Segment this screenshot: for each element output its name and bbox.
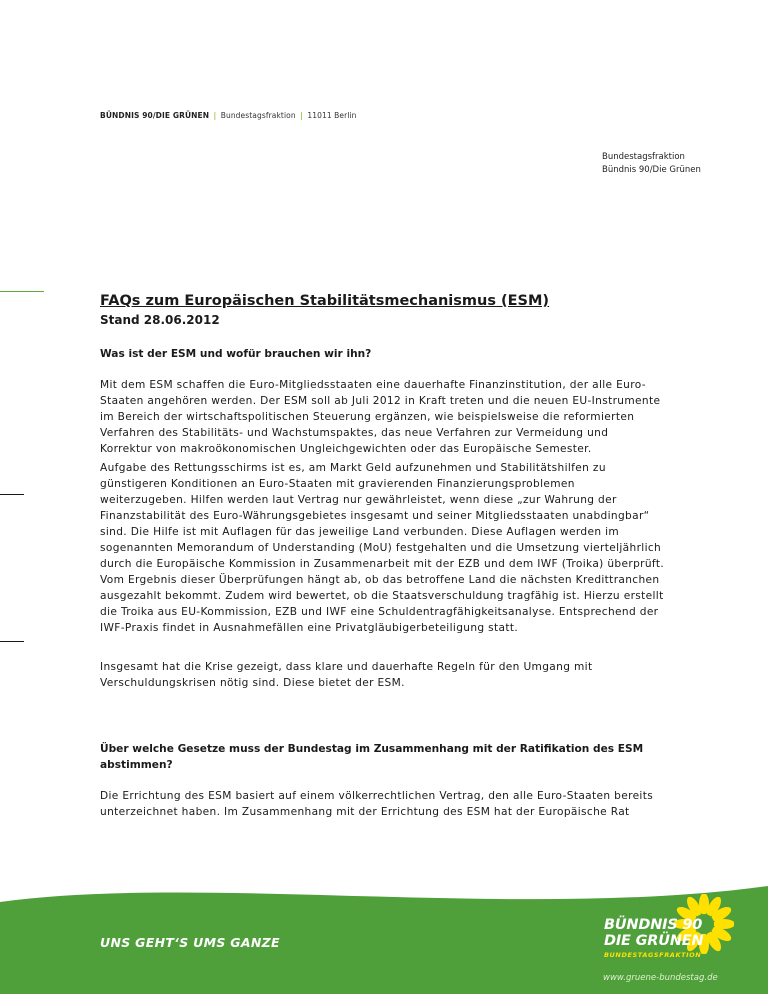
text-line: Finanzstabilität des Euro-Währungsgebietes insgesamt und seiner Mitgliedsstaaten unabdingbar“ (100, 510, 650, 522)
separator: | (213, 111, 217, 120)
address-line: Bundestagsfraktion (602, 152, 685, 162)
sender-unit: Bundestagsfraktion (220, 111, 296, 120)
text-line: Mit dem ESM schaffen die Euro-Mitgliedsstaaten eine dauerhafte Finanzinstitution, der alle Euro- (100, 379, 646, 391)
sender-line (100, 111, 357, 120)
paragraph (100, 659, 732, 691)
question-line: Über welche Gesetze muss der Bundestag im Zusammenhang mit der Ratifikation des ESM (100, 743, 644, 755)
question-heading (100, 741, 700, 773)
text-line: IWF-Praxis findet in Ausnahmefällen eine Privatgläubigerbeteiligung statt. (100, 622, 519, 634)
sender-org: BÜNDNIS 90/DIE GRÜNEN (100, 111, 210, 120)
text-line: sind. Die Hilfe ist mit Auflagen für das jeweilige Land verbunden. Diese Auflagen werden im (100, 526, 620, 538)
address-line: Bündnis 90/Die Grünen (602, 165, 701, 175)
fold-mark (0, 291, 44, 292)
punch-mark (0, 641, 24, 642)
fold-mark (0, 494, 24, 495)
logo-subline: BUNDESTAGSFRAKTION (604, 951, 702, 959)
text-line: im Bereich der wirtschaftspolitischen Steuerung ergänzen, wie beispielsweise die reformierten (100, 411, 635, 423)
sender-city: 11011 Berlin (307, 111, 357, 120)
question-heading: Was ist der ESM und wofür brauchen wir ihn? (100, 348, 372, 360)
logo-line: DIE GRÜNEN (604, 933, 704, 949)
footer-slogan: UNS GEHT‘S UMS GANZE (100, 935, 280, 950)
text-line: Die Errichtung des ESM basiert auf einem völkerrechtlichen Vertrag, den alle Euro-Staaten bereits (100, 790, 654, 802)
text-line: die Troika aus EU-Kommission, EZB und IWF eine Schuldentragfähigkeitsanalyse. Entsprechend der (100, 606, 659, 618)
text-line: Verschuldungskrisen nötig sind. Diese bietet der ESM. (100, 677, 405, 689)
text-line: Korrektur von makroökonomischen Ungleichgewichten oder das Europäische Semester. (100, 443, 592, 455)
text-line: ausgezahlt bekommt. Zudem wird bewertet, ob die Staatsverschuldung tragfähig ist. Hierzu erstellt (100, 590, 664, 602)
document-date: Stand 28.06.2012 (100, 313, 220, 327)
separator: | (300, 111, 303, 120)
website-link[interactable]: www.gruene-bundestag.de (603, 973, 718, 983)
paragraph (100, 460, 732, 636)
text-line: Vom Ergebnis dieser Überprüfungen hängt ab, ob das betroffene Land die nächsten Kredittranchen (100, 574, 660, 586)
text-line: Insgesamt hat die Krise gezeigt, dass klare und dauerhafte Regeln für den Umgang mit (100, 661, 593, 673)
document-title: FAQs zum Europäischen Stabilitätsmechanismus (ESM) (100, 293, 550, 309)
text-line: unterzeichnet haben. Im Zusammenhang mit der Errichtung des ESM hat der Europäische Rat (100, 806, 630, 818)
text-line: weiterzugeben. Hilfen werden laut Vertrag nur gewährleistet, wenn diese „zur Wahrung der (100, 494, 617, 506)
text-line: durch die Europäische Kommission in Zusammenarbeit mit der EZB und dem IWF (Troika) überprüft. (100, 558, 665, 570)
text-line: Aufgabe des Rettungsschirms ist es, am Markt Geld aufzunehmen und Stabilitätshilfen zu (100, 462, 606, 474)
text-line: günstigeren Konditionen an Euro-Staaten mit gravierenden Finanzierungsproblemen (100, 478, 575, 490)
text-line: Staaten angehören werden. Der ESM soll ab Juli 2012 in Kraft treten und die neuen EU-Instrumente (100, 395, 661, 407)
text-line: sogenannten Memorandum of Understanding (MoU) festgehalten und die Umsetzung vierteljährlich (100, 542, 662, 554)
paragraph (100, 788, 732, 820)
paragraph (100, 377, 732, 457)
question-line: abstimmen? (100, 759, 173, 771)
logo-line: BÜNDNIS 90 (604, 917, 703, 933)
text-line: Verfahren des Stabilitäts- und Wachstumspaktes, das neue Verfahren zur Vermeidung und (100, 427, 609, 439)
recipient-address (602, 151, 701, 177)
party-logo (586, 900, 736, 970)
